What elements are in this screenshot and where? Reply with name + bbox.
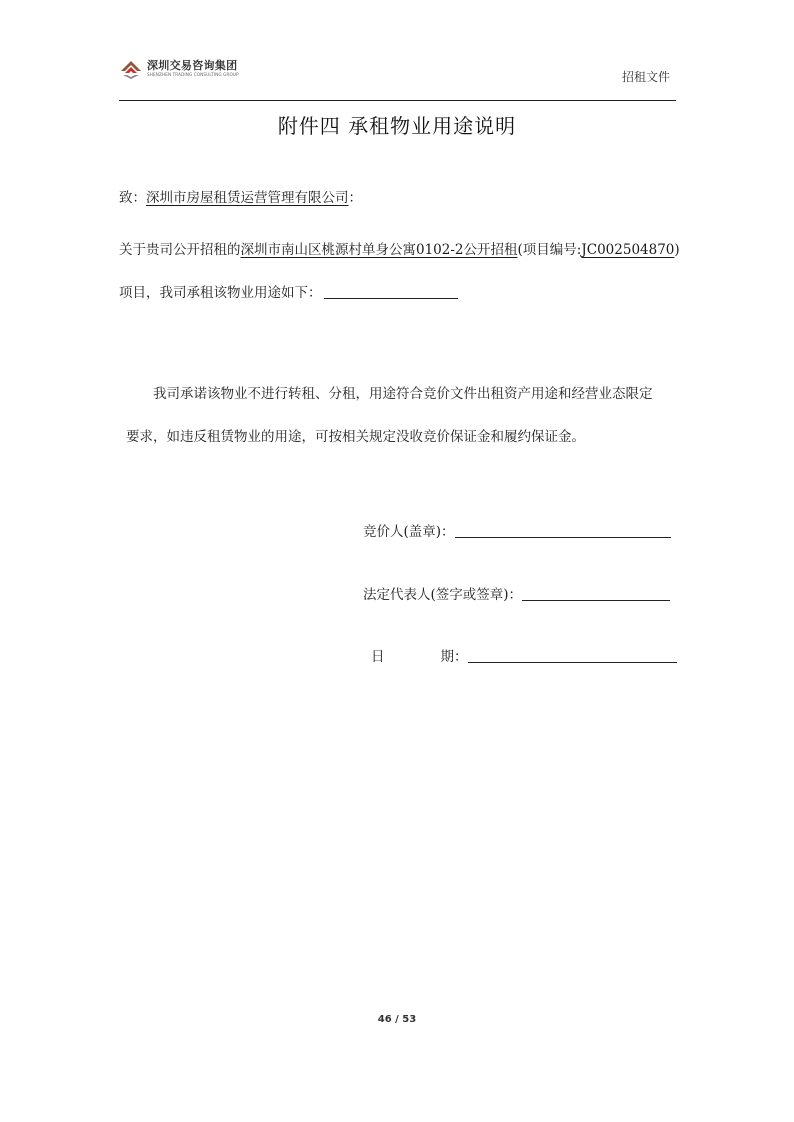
representative-label: 法定代表人(签字或签章)： [363, 587, 523, 603]
date-field[interactable] [468, 648, 677, 663]
commitment-line-1: 我司承诺该物业不进行转租、分租，用途符合竞价文件出租资产用途和经营业态限定 [153, 386, 653, 402]
addressee-suffix: ： [348, 190, 362, 206]
bidder-seal-field[interactable] [455, 523, 671, 538]
project-code-close: ) [674, 242, 680, 258]
usage-statement: 项目，我司承租该物业用途如下： [119, 285, 322, 301]
commitment-line-2: 要求，如违反租赁物业的用途，可按相关规定没收竞价保证金和履约保证金。 [126, 429, 585, 445]
bidder-label: 竞价人(盖章)： [363, 524, 455, 540]
representative-signature-field[interactable] [522, 586, 670, 601]
bidder-signature-row [363, 520, 671, 540]
addressee-line [119, 188, 362, 208]
logo-mark-icon [119, 57, 143, 81]
page-title: 附件四 承租物业用途说明 [277, 114, 517, 138]
project-line-1 [119, 240, 680, 260]
project-line-2 [119, 283, 458, 303]
addressee-prefix: 致： [119, 190, 146, 206]
date-row [371, 645, 677, 665]
header-document-type: 招租文件 [621, 70, 670, 84]
addressee-company: 深圳市房屋租赁运营管理有限公司 [146, 190, 349, 206]
logo-chinese-name: 深圳交易咨询集团 [147, 59, 238, 73]
representative-signature-row [363, 583, 670, 603]
project-name: 深圳市南山区桃源村单身公寓0102-2公开招租 [240, 242, 518, 258]
date-label-first: 日 [371, 649, 385, 665]
usage-blank-field[interactable] [324, 284, 458, 299]
page-header [119, 52, 676, 102]
project-intro: 关于贵司公开招租的 [119, 242, 241, 258]
header-divider [119, 100, 676, 101]
page-number: 46 / 53 [377, 1014, 417, 1025]
project-code-label: (项目编号: [517, 242, 582, 258]
logo-english-name: SHENZHEN TRADING CONSULTING GROUP [147, 72, 239, 78]
date-label-second: 期： [440, 649, 468, 665]
company-logo [119, 54, 239, 84]
project-code: JC002504870 [581, 242, 675, 258]
